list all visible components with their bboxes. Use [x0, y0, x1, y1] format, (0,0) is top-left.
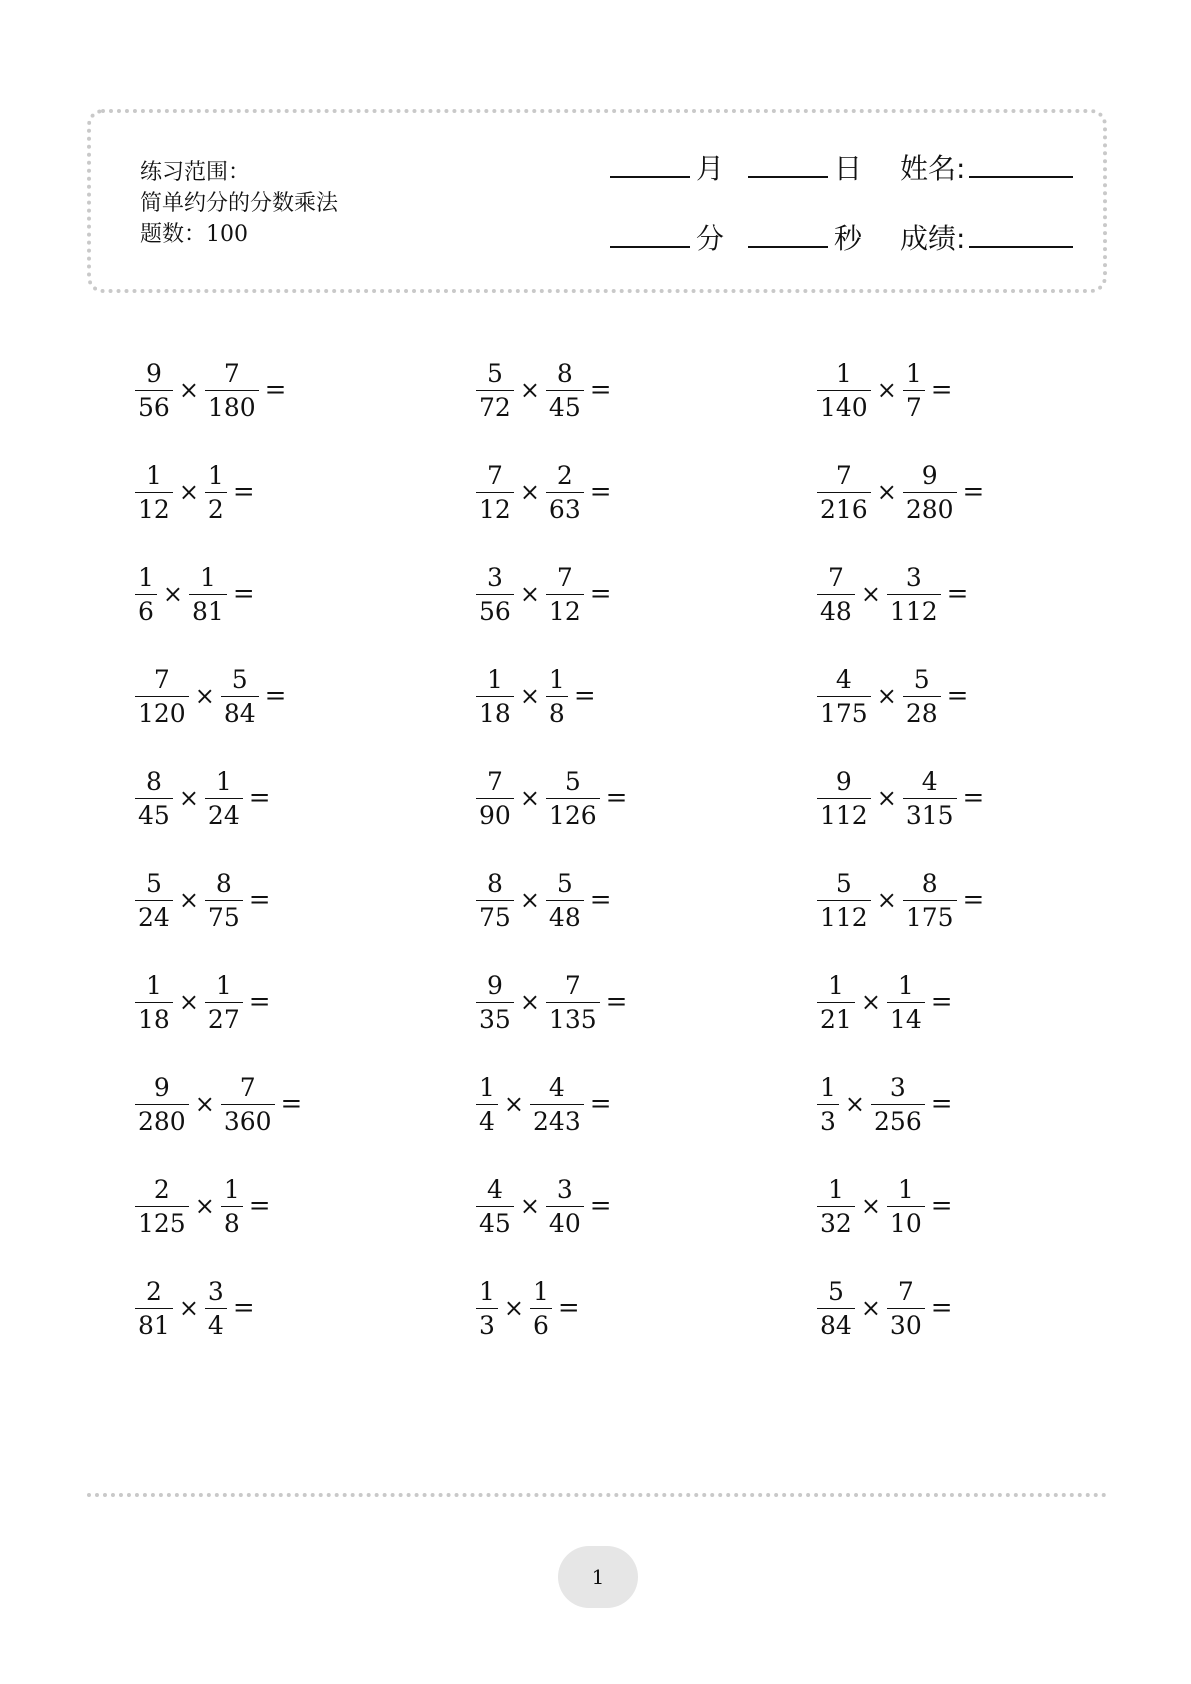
- problem-item: [135, 962, 476, 1042]
- times-sign: ×: [519, 682, 540, 710]
- denominator: 216: [817, 492, 871, 522]
- times-sign: ×: [519, 784, 540, 812]
- denominator: 135: [546, 1002, 600, 1032]
- times-sign: ×: [519, 1192, 540, 1220]
- numerator: 1: [533, 1276, 549, 1306]
- denominator: 6: [530, 1308, 552, 1338]
- numerator: 7: [239, 1072, 256, 1102]
- denominator: 10: [887, 1206, 925, 1236]
- equals-sign: =: [557, 1293, 580, 1323]
- times-sign: ×: [162, 580, 184, 608]
- numerator: 1: [479, 1072, 495, 1102]
- numerator: 3: [207, 1276, 224, 1306]
- times-sign: ×: [519, 478, 540, 506]
- denominator: 180: [205, 390, 259, 420]
- numerator: 1: [486, 664, 503, 694]
- fraction-a: [476, 460, 514, 524]
- fraction-a: [476, 1072, 498, 1136]
- fraction-b: [546, 664, 568, 728]
- denominator: 126: [546, 798, 600, 828]
- numerator: 3: [905, 562, 922, 592]
- equals-sign: =: [605, 783, 628, 813]
- equals-sign: =: [573, 681, 596, 711]
- problem-item: [135, 1166, 476, 1246]
- numerator: 9: [921, 460, 938, 490]
- problem-item: [135, 860, 476, 940]
- denominator: 45: [476, 1206, 514, 1236]
- denominator: 24: [135, 900, 173, 930]
- fraction-b: [903, 460, 957, 524]
- problem-item: [476, 962, 817, 1042]
- fraction-a: [476, 1174, 514, 1238]
- times-sign: ×: [178, 784, 199, 812]
- numerator: 1: [897, 970, 914, 1000]
- fraction-a: [476, 358, 514, 422]
- times-sign: ×: [876, 478, 897, 506]
- count-label: 题数：: [140, 222, 207, 247]
- minute-blank[interactable]: [610, 218, 690, 248]
- numerator: 5: [486, 358, 503, 388]
- equals-sign: =: [589, 1191, 612, 1221]
- problem-item: [817, 1064, 1135, 1144]
- equals-sign: =: [930, 1191, 953, 1221]
- denominator: 75: [205, 900, 243, 930]
- numerator: 1: [827, 1174, 844, 1204]
- equals-sign: =: [589, 885, 612, 915]
- numerator: 1: [820, 1072, 836, 1102]
- equals-sign: =: [248, 1191, 271, 1221]
- denominator: 175: [903, 900, 957, 930]
- fraction-a: [476, 970, 514, 1034]
- fraction-a: [135, 766, 173, 830]
- denominator: 125: [135, 1206, 189, 1236]
- fraction-b: [189, 562, 227, 626]
- fraction-b: [546, 358, 584, 422]
- problem-item: [817, 1268, 1135, 1348]
- numerator: 9: [145, 358, 162, 388]
- problem-item: [476, 1268, 817, 1348]
- denominator: 63: [546, 492, 584, 522]
- denominator: 6: [135, 594, 157, 624]
- equals-sign: =: [930, 1293, 953, 1323]
- problem-item: [476, 350, 817, 430]
- count-value: 100: [206, 222, 249, 247]
- count-line: [140, 219, 338, 250]
- denominator: 84: [221, 696, 259, 726]
- times-sign: ×: [178, 988, 199, 1016]
- denominator: 48: [817, 594, 855, 624]
- fraction-b: [903, 766, 957, 830]
- numerator: 1: [223, 1174, 240, 1204]
- fraction-a: [135, 358, 173, 422]
- fraction-a: [476, 868, 514, 932]
- fraction-b: [887, 1174, 925, 1238]
- fraction-b: [221, 664, 259, 728]
- denominator: 112: [817, 798, 871, 828]
- numerator: 1: [207, 460, 224, 490]
- problem-item: [476, 758, 817, 838]
- equals-sign: =: [930, 1089, 953, 1119]
- denominator: 140: [817, 390, 871, 420]
- denominator: 21: [817, 1002, 855, 1032]
- problem-item: [135, 452, 476, 532]
- fraction-b: [903, 664, 941, 728]
- numerator: 1: [835, 358, 852, 388]
- problem-item: [817, 350, 1135, 430]
- fraction-a: [476, 664, 514, 728]
- times-sign: ×: [178, 376, 199, 404]
- numerator: 7: [556, 562, 573, 592]
- problem-item: [476, 1064, 817, 1144]
- denominator: 72: [476, 390, 514, 420]
- fraction-b: [871, 1072, 925, 1136]
- problem-item: [135, 1064, 476, 1144]
- numerator: 5: [556, 868, 573, 898]
- fraction-a: [817, 766, 871, 830]
- problem-item: [476, 1166, 817, 1246]
- fraction-a: [817, 664, 871, 728]
- problem-item: [817, 758, 1135, 838]
- numerator: 9: [153, 1072, 170, 1102]
- second-blank[interactable]: [748, 218, 828, 248]
- times-sign: ×: [519, 376, 540, 404]
- fraction-a: [476, 1276, 498, 1340]
- denominator: 40: [546, 1206, 584, 1236]
- numerator: 7: [486, 460, 503, 490]
- denominator: 45: [135, 798, 173, 828]
- numerator: 1: [897, 1174, 914, 1204]
- numerator: 1: [215, 970, 232, 1000]
- problem-item: [476, 452, 817, 532]
- numerator: 1: [145, 460, 162, 490]
- fraction-b: [530, 1072, 584, 1136]
- fraction-b: [205, 358, 259, 422]
- numerator: 1: [479, 1276, 495, 1306]
- fraction-a: [817, 1174, 855, 1238]
- times-sign: ×: [519, 988, 540, 1016]
- fraction-b: [546, 460, 584, 524]
- times-sign: ×: [876, 886, 897, 914]
- equals-sign: =: [930, 987, 953, 1017]
- numerator: 1: [199, 562, 216, 592]
- times-sign: ×: [860, 1192, 881, 1220]
- numerator: 9: [486, 970, 503, 1000]
- equals-sign: =: [605, 987, 628, 1017]
- numerator: 7: [486, 766, 503, 796]
- fraction-b: [205, 460, 227, 524]
- problem-grid: [135, 350, 1135, 1370]
- fraction-a: [135, 460, 173, 524]
- numerator: 7: [153, 664, 170, 694]
- denominator: 256: [871, 1104, 925, 1134]
- equals-sign: =: [962, 885, 985, 915]
- numerator: 9: [835, 766, 852, 796]
- denominator: 75: [476, 900, 514, 930]
- denominator: 56: [135, 390, 173, 420]
- problem-item: [817, 656, 1135, 736]
- minute-label: 分: [696, 222, 725, 255]
- problem-item: [135, 656, 476, 736]
- equals-sign: =: [946, 681, 969, 711]
- numerator: 5: [913, 664, 930, 694]
- day-blank[interactable]: [748, 148, 828, 178]
- numerator: 3: [889, 1072, 906, 1102]
- numerator: 4: [486, 1174, 503, 1204]
- fraction-b: [205, 970, 243, 1034]
- times-sign: ×: [519, 886, 540, 914]
- numerator: 1: [548, 664, 565, 694]
- numerator: 3: [486, 562, 503, 592]
- denominator: 14: [887, 1002, 925, 1032]
- fraction-b: [205, 868, 243, 932]
- numerator: 7: [223, 358, 240, 388]
- numerator: 1: [215, 766, 232, 796]
- numerator: 8: [921, 868, 938, 898]
- numerator: 5: [231, 664, 248, 694]
- fraction-a: [476, 562, 514, 626]
- problem-item: [817, 860, 1135, 940]
- denominator: 112: [817, 900, 871, 930]
- page-number: 1: [558, 1546, 638, 1608]
- range-label: 练习范围：: [140, 160, 251, 185]
- numerator: 2: [153, 1174, 170, 1204]
- denominator: 28: [903, 696, 941, 726]
- times-sign: ×: [503, 1294, 525, 1322]
- fraction-a: [135, 1072, 189, 1136]
- times-sign: ×: [178, 478, 199, 506]
- equals-sign: =: [946, 579, 969, 609]
- denominator: 243: [530, 1104, 584, 1134]
- problem-item: [476, 554, 817, 634]
- problem-item: [476, 656, 817, 736]
- problem-item: [135, 1268, 476, 1348]
- denominator: 24: [205, 798, 243, 828]
- fraction-a: [135, 868, 173, 932]
- denominator: 32: [817, 1206, 855, 1236]
- fraction-b: [221, 1174, 243, 1238]
- numerator: 1: [145, 970, 162, 1000]
- numerator: 2: [556, 460, 573, 490]
- footer-divider: [87, 1493, 1107, 1497]
- second-label: 秒: [834, 222, 863, 255]
- denominator: 112: [887, 594, 941, 624]
- problem-item: [476, 860, 817, 940]
- numerator: 8: [145, 766, 162, 796]
- denominator: 280: [135, 1104, 189, 1134]
- equals-sign: =: [962, 477, 985, 507]
- equals-sign: =: [248, 987, 271, 1017]
- problem-item: [817, 554, 1135, 634]
- equals-sign: =: [589, 579, 612, 609]
- times-sign: ×: [194, 1192, 215, 1220]
- equals-sign: =: [232, 1293, 255, 1323]
- times-sign: ×: [519, 580, 540, 608]
- time-score-row: [610, 217, 1079, 257]
- numerator: 8: [215, 868, 232, 898]
- fraction-b: [546, 766, 600, 830]
- numerator: 3: [556, 1174, 573, 1204]
- numerator: 7: [835, 460, 852, 490]
- denominator: 315: [903, 798, 957, 828]
- numerator: 4: [548, 1072, 565, 1102]
- denominator: 30: [887, 1308, 925, 1338]
- fraction-b: [546, 970, 600, 1034]
- fraction-a: [135, 562, 157, 626]
- score-blank[interactable]: [969, 218, 1073, 248]
- denominator: 84: [817, 1308, 855, 1338]
- equals-sign: =: [589, 477, 612, 507]
- fraction-b: [903, 868, 957, 932]
- numerator: 7: [827, 562, 844, 592]
- denominator: 27: [205, 1002, 243, 1032]
- times-sign: ×: [860, 1294, 881, 1322]
- denominator: 7: [903, 390, 925, 420]
- denominator: 175: [817, 696, 871, 726]
- denominator: 12: [135, 492, 173, 522]
- fraction-b: [887, 970, 925, 1034]
- denominator: 4: [205, 1308, 227, 1338]
- times-sign: ×: [503, 1090, 525, 1118]
- numerator: 1: [138, 562, 154, 592]
- date-name-row: [610, 147, 1079, 187]
- denominator: 8: [221, 1206, 243, 1236]
- numerator: 5: [827, 1276, 844, 1306]
- fraction-a: [817, 562, 855, 626]
- numerator: 1: [905, 358, 922, 388]
- fraction-b: [530, 1276, 552, 1340]
- fraction-b: [546, 562, 584, 626]
- problem-item: [817, 1166, 1135, 1246]
- fraction-a: [817, 970, 855, 1034]
- fraction-b: [205, 766, 243, 830]
- equals-sign: =: [232, 477, 255, 507]
- numerator: 5: [145, 868, 162, 898]
- numerator: 4: [835, 664, 852, 694]
- denominator: 81: [189, 594, 227, 624]
- equals-sign: =: [248, 885, 271, 915]
- range-value: 简单约分的分数乘法: [140, 191, 339, 216]
- fraction-a: [135, 970, 173, 1034]
- denominator: 81: [135, 1308, 173, 1338]
- month-label: 月: [696, 152, 725, 185]
- fraction-b: [221, 1072, 275, 1136]
- times-sign: ×: [178, 886, 199, 914]
- times-sign: ×: [860, 580, 881, 608]
- equals-sign: =: [232, 579, 255, 609]
- times-sign: ×: [194, 682, 215, 710]
- numerator: 8: [486, 868, 503, 898]
- denominator: 18: [476, 696, 514, 726]
- times-sign: ×: [844, 1090, 866, 1118]
- denominator: 8: [546, 696, 568, 726]
- numerator: 1: [827, 970, 844, 1000]
- month-blank[interactable]: [610, 148, 690, 178]
- denominator: 120: [135, 696, 189, 726]
- numerator: 7: [897, 1276, 914, 1306]
- equals-sign: =: [264, 375, 287, 405]
- fraction-a: [817, 1276, 855, 1340]
- problem-item: [135, 758, 476, 838]
- fraction-a: [817, 460, 871, 524]
- problem-item: [135, 350, 476, 430]
- times-sign: ×: [194, 1090, 215, 1118]
- equals-sign: =: [264, 681, 287, 711]
- times-sign: ×: [876, 784, 897, 812]
- denominator: 45: [546, 390, 584, 420]
- denominator: 3: [817, 1104, 839, 1134]
- denominator: 18: [135, 1002, 173, 1032]
- fraction-a: [476, 766, 514, 830]
- numerator: 8: [556, 358, 573, 388]
- fraction-b: [887, 562, 941, 626]
- equals-sign: =: [962, 783, 985, 813]
- problem-item: [817, 452, 1135, 532]
- denominator: 12: [546, 594, 584, 624]
- denominator: 360: [221, 1104, 275, 1134]
- equals-sign: =: [589, 375, 612, 405]
- fraction-b: [546, 1174, 584, 1238]
- equals-sign: =: [280, 1089, 303, 1119]
- fraction-a: [135, 1276, 173, 1340]
- fraction-b: [205, 1276, 227, 1340]
- fraction-a: [135, 664, 189, 728]
- fraction-a: [817, 1072, 839, 1136]
- denominator: 3: [476, 1308, 498, 1338]
- fraction-a: [817, 868, 871, 932]
- fraction-a: [817, 358, 871, 422]
- numerator: 4: [921, 766, 938, 796]
- denominator: 56: [476, 594, 514, 624]
- numerator: 5: [564, 766, 581, 796]
- name-label: 姓名:: [900, 152, 966, 185]
- fraction-a: [135, 1174, 189, 1238]
- problem-item: [135, 554, 476, 634]
- equals-sign: =: [248, 783, 271, 813]
- denominator: 35: [476, 1002, 514, 1032]
- denominator: 4: [476, 1104, 498, 1134]
- denominator: 2: [205, 492, 227, 522]
- equals-sign: =: [930, 375, 953, 405]
- denominator: 280: [903, 492, 957, 522]
- equals-sign: =: [589, 1089, 612, 1119]
- fraction-b: [887, 1276, 925, 1340]
- exercise-info: [140, 157, 338, 250]
- times-sign: ×: [876, 682, 897, 710]
- fraction-b: [546, 868, 584, 932]
- times-sign: ×: [876, 376, 897, 404]
- numerator: 5: [835, 868, 852, 898]
- denominator: 90: [476, 798, 514, 828]
- fraction-b: [903, 358, 925, 422]
- problem-item: [817, 962, 1135, 1042]
- denominator: 12: [476, 492, 514, 522]
- day-label: 日: [834, 152, 863, 185]
- times-sign: ×: [178, 1294, 199, 1322]
- denominator: 48: [546, 900, 584, 930]
- name-blank[interactable]: [969, 148, 1073, 178]
- numerator: 7: [564, 970, 581, 1000]
- numerator: 2: [145, 1276, 162, 1306]
- times-sign: ×: [860, 988, 881, 1016]
- score-label: 成绩:: [900, 222, 966, 255]
